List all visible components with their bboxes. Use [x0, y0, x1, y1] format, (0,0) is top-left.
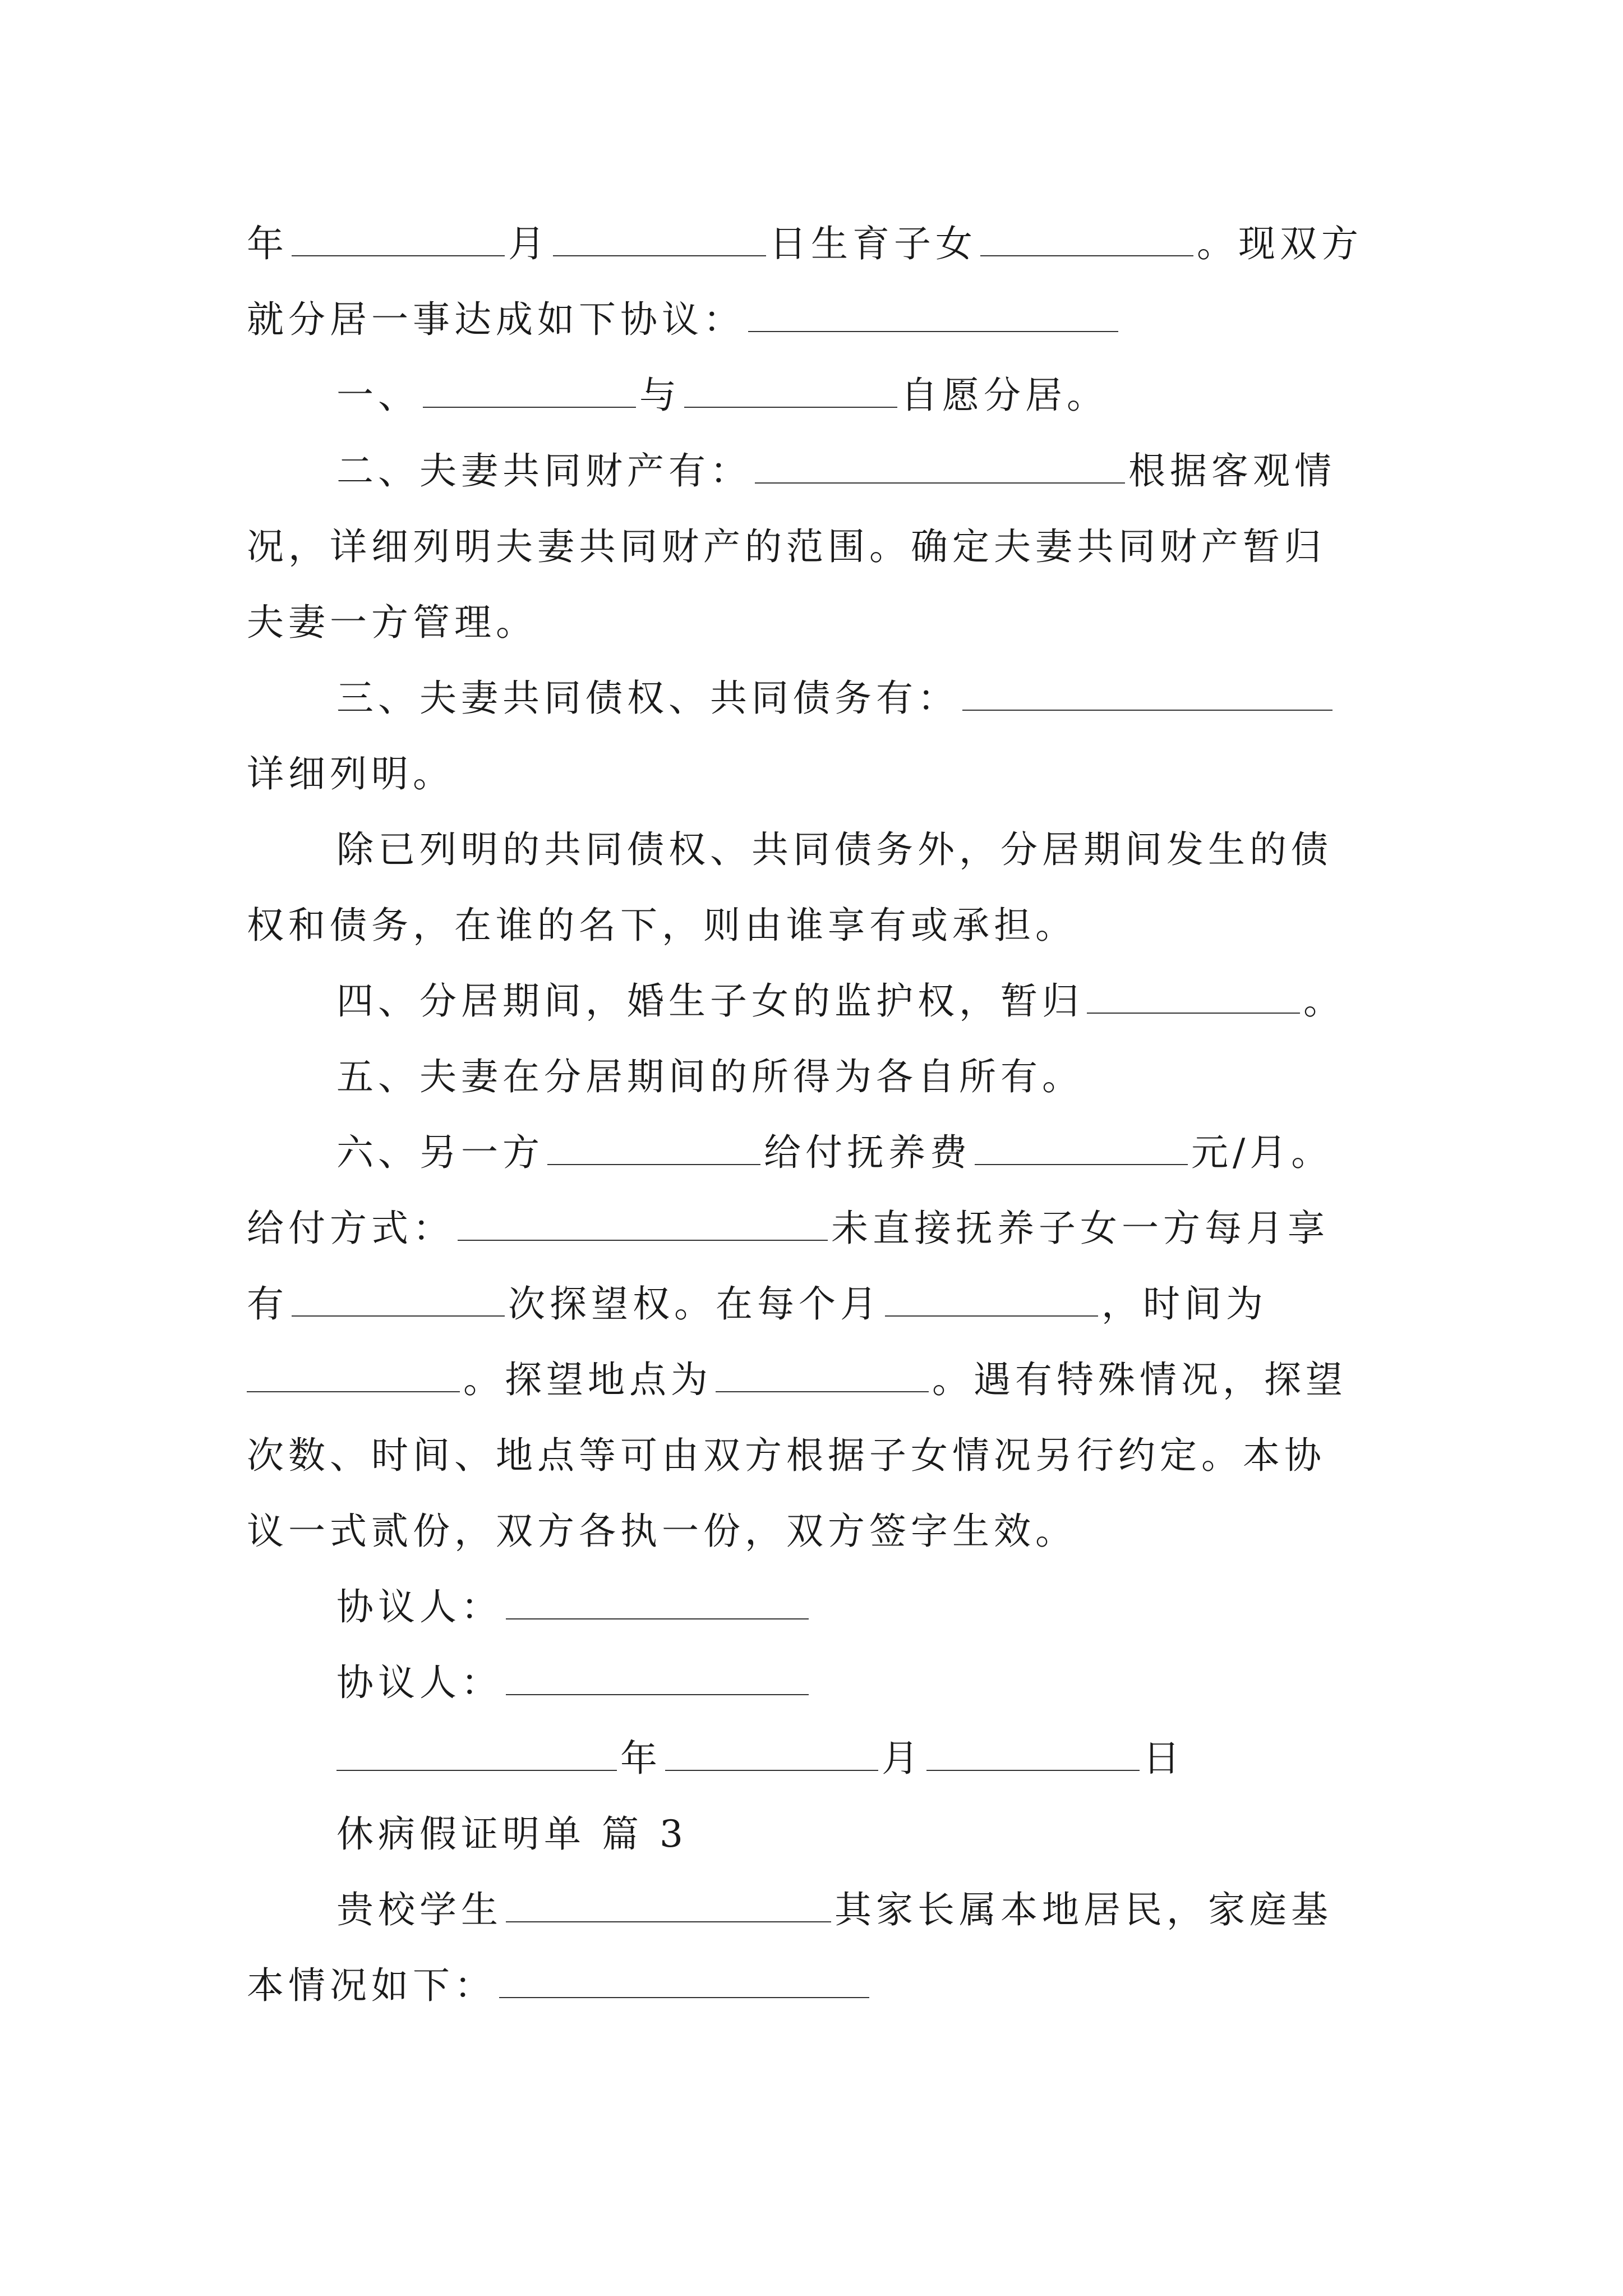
text: 本情况如下： [247, 1964, 496, 2007]
blank-field[interactable] [962, 676, 1332, 711]
text: 次数、时间、地点等可由双方根据子女情况另行约定。本协 [247, 1434, 1326, 1477]
blank-field[interactable] [292, 222, 505, 256]
blank-field[interactable] [748, 297, 1118, 332]
blank-field[interactable] [975, 1130, 1188, 1165]
blank-field[interactable] [716, 1358, 929, 1392]
paragraph-line [247, 1503, 1380, 1559]
text: 详细列明。 [247, 752, 454, 795]
text: 六、另一方 [336, 1131, 544, 1174]
blank-field[interactable] [336, 1736, 617, 1771]
paragraph-line [336, 1125, 1380, 1181]
text: 协议人： [336, 1585, 502, 1628]
blank-field[interactable] [506, 1888, 831, 1922]
text: 有 [247, 1282, 288, 1326]
paragraph-line [247, 898, 1380, 954]
paragraph-line [247, 216, 1380, 272]
text: 。探望地点为 [463, 1358, 712, 1401]
date-line [336, 1731, 1380, 1787]
text: 年 [247, 222, 288, 265]
paragraph-line [247, 1958, 1380, 2014]
text: 协议人： [336, 1661, 502, 1704]
paragraph-line [336, 443, 1380, 499]
text: 除已列明的共同债权、共同债务外，分居期间发生的债 [336, 828, 1332, 871]
blank-field[interactable] [665, 1736, 878, 1771]
text: 五、夫妻在分居期间的所得为各自所有。 [336, 1055, 1083, 1098]
text: 。 [1303, 979, 1345, 1023]
blank-field[interactable] [247, 1358, 460, 1392]
paragraph-line [247, 1352, 1380, 1408]
blank-field[interactable] [506, 1585, 809, 1619]
blank-field[interactable] [423, 373, 636, 408]
paragraph-line [336, 973, 1380, 1029]
text: 贵校学生 [336, 1888, 502, 1931]
text: 给付抚养费 [764, 1131, 971, 1174]
text: 况，详细列明夫妻共同财产的范围。确定夫妻共同财产暂归 [247, 525, 1326, 568]
blank-field[interactable] [547, 1130, 760, 1165]
text: 二、夫妻共同财产有： [336, 449, 751, 493]
signature-line [336, 1655, 1380, 1711]
text: 。现双方 [1197, 222, 1363, 265]
text: 月 [508, 222, 550, 265]
text: 三、夫妻共同债权、共同债务有： [336, 677, 959, 720]
paragraph-line [336, 822, 1380, 878]
blank-field[interactable] [292, 1282, 505, 1317]
blank-field[interactable] [684, 373, 897, 408]
paragraph-line [247, 595, 1380, 651]
paragraph-line [336, 367, 1380, 424]
text: 一、 [336, 374, 419, 417]
text: 与 [639, 374, 681, 417]
blank-field[interactable] [980, 222, 1193, 256]
text: 夫妻一方管理。 [247, 601, 537, 644]
blank-field[interactable] [1087, 979, 1300, 1014]
text: 根据客观情 [1128, 449, 1336, 493]
blank-field[interactable] [499, 1963, 869, 1998]
text: 年 [620, 1737, 662, 1780]
blank-field[interactable] [506, 1660, 809, 1695]
signature-line [336, 1579, 1380, 1635]
text: 月 [882, 1737, 923, 1780]
blank-field[interactable] [755, 449, 1125, 484]
text: 议一式贰份，双方各执一份，双方签字生效。 [247, 1510, 1077, 1553]
text: 权和债务，在谁的名下，则由谁享有或承担。 [247, 904, 1077, 947]
paragraph-line [247, 746, 1380, 802]
paragraph-line [247, 519, 1380, 575]
blank-field[interactable] [553, 222, 766, 256]
paragraph-line [247, 292, 1380, 348]
section-heading [336, 1806, 1380, 1862]
text: 给付方式： [247, 1207, 454, 1250]
paragraph-line [336, 670, 1380, 726]
text: 。遇有特殊情况，探望 [932, 1358, 1347, 1401]
paragraph-line [336, 1882, 1380, 1938]
text: 四、分居期间，婚生子女的监护权，暂归 [336, 979, 1083, 1023]
blank-field[interactable] [458, 1206, 828, 1241]
text: 次探望权。在每个月 [508, 1282, 882, 1326]
text: 日 [1143, 1737, 1184, 1780]
text: 日生育子女 [769, 222, 977, 265]
blank-field[interactable] [926, 1736, 1140, 1771]
text: 元/月。 [1191, 1131, 1333, 1174]
text: 休病假证明单 篇 3 [336, 1812, 688, 1856]
paragraph-line [247, 1428, 1380, 1484]
paragraph-line [247, 1276, 1380, 1332]
text: 就分居一事达成如下协议： [247, 298, 745, 341]
text: 自愿分居。 [901, 374, 1108, 417]
text: 其家长属本地居民，家庭基 [834, 1888, 1332, 1931]
paragraph-line [336, 1049, 1380, 1105]
paragraph-line [247, 1200, 1380, 1257]
text: 未直接抚养子女一方每月享 [831, 1207, 1329, 1250]
blank-field[interactable] [885, 1282, 1098, 1317]
text: ，时间为 [1101, 1282, 1267, 1326]
